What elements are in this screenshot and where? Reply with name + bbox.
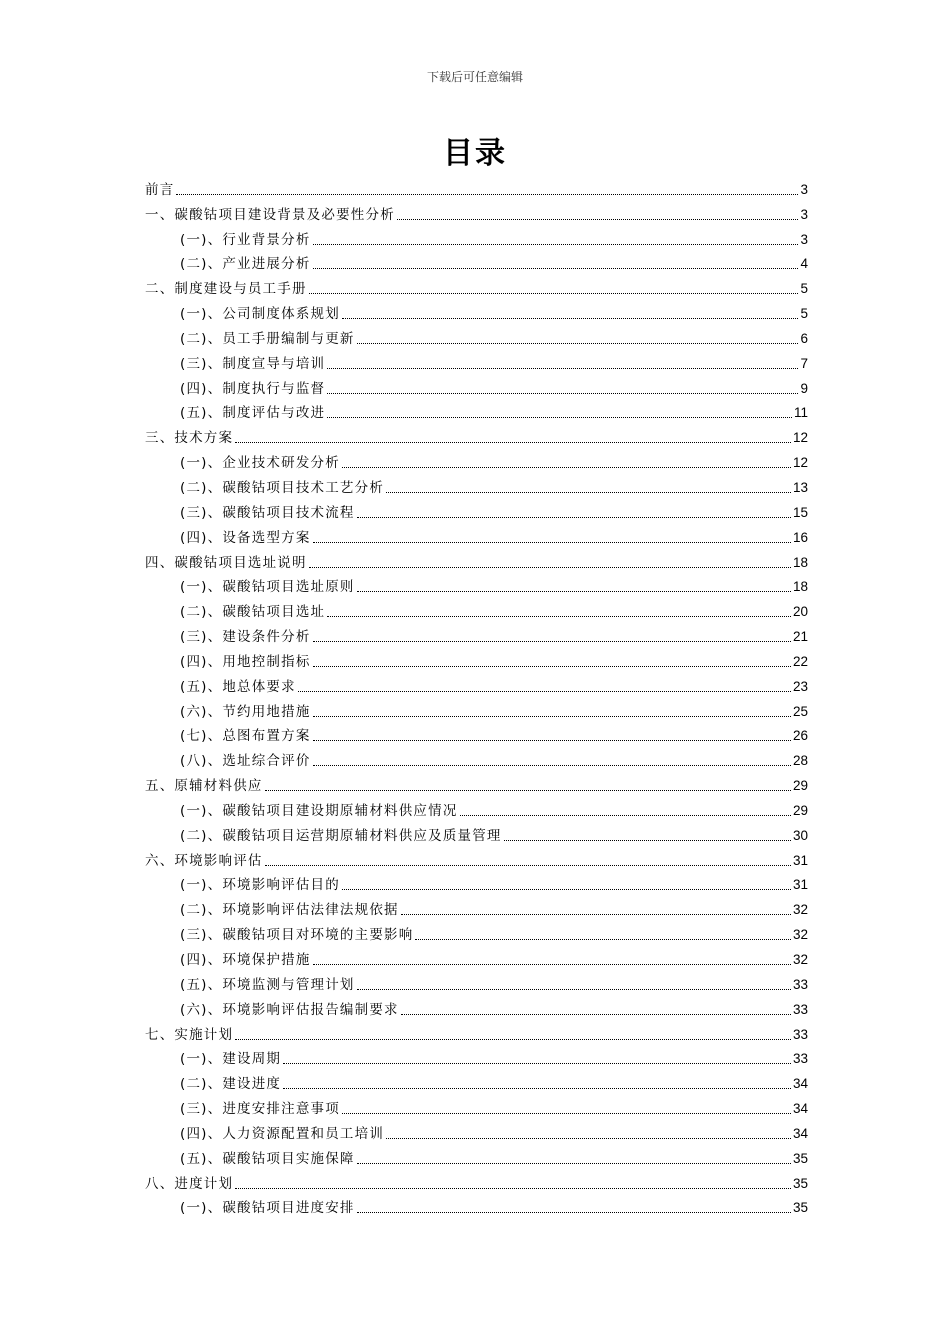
toc-leader-dots bbox=[265, 790, 791, 791]
toc-entry[interactable] bbox=[145, 224, 808, 249]
toc-leader-dots bbox=[357, 591, 791, 592]
toc-entry[interactable] bbox=[145, 447, 808, 472]
toc-entry-label: 七、实施计划 bbox=[145, 1026, 234, 1043]
toc-entry[interactable] bbox=[145, 572, 808, 597]
toc-leader-dots bbox=[386, 492, 791, 493]
toc-entry-label: (一)、碳酸钴项目进度安排 bbox=[180, 1200, 355, 1217]
toc-entry-page: 18 bbox=[792, 579, 808, 595]
toc-leader-dots bbox=[401, 1014, 791, 1015]
toc-entry-label: 前言 bbox=[145, 181, 175, 198]
toc-entry-label: (三)、碳酸钴项目技术流程 bbox=[180, 504, 355, 521]
toc-entry-page: 23 bbox=[792, 678, 808, 694]
toc-entry-page: 32 bbox=[792, 952, 808, 967]
toc-entry-label: (一)、公司制度体系规划 bbox=[180, 306, 340, 323]
toc-entry-page: 31 bbox=[792, 877, 808, 893]
toc-leader-dots bbox=[327, 417, 792, 418]
toc-entry[interactable] bbox=[145, 770, 808, 795]
toc-entry-page: 33 bbox=[792, 1051, 808, 1067]
toc-entry-page: 33 bbox=[792, 976, 808, 992]
toc-entry-label: (六)、环境影响评估报告编制要求 bbox=[180, 1001, 399, 1018]
toc-entry-label: (一)、企业技术研发分析 bbox=[180, 455, 340, 472]
toc-entry-page: 30 bbox=[792, 827, 808, 843]
toc-entry-page: 5 bbox=[800, 281, 808, 297]
table-of-contents bbox=[145, 174, 808, 1217]
toc-leader-dots bbox=[357, 343, 799, 344]
toc-leader-dots bbox=[313, 964, 791, 965]
toc-entry[interactable] bbox=[145, 795, 808, 820]
toc-entry[interactable] bbox=[145, 348, 808, 373]
toc-entry[interactable] bbox=[145, 1019, 808, 1044]
toc-leader-dots bbox=[265, 865, 791, 866]
toc-entry-label: (四)、人力资源配置和员工培训 bbox=[180, 1125, 385, 1142]
toc-entry[interactable] bbox=[145, 522, 808, 547]
toc-entry-label: (五)、制度评估与改进 bbox=[180, 405, 326, 422]
toc-leader-dots bbox=[327, 616, 791, 617]
toc-leader-dots bbox=[313, 740, 791, 741]
toc-entry-label: (二)、环境影响评估法律法规依据 bbox=[180, 902, 399, 919]
toc-entry-page: 5 bbox=[800, 306, 808, 322]
toc-leader-dots bbox=[327, 368, 798, 369]
toc-entry[interactable] bbox=[145, 919, 808, 944]
header-note: 下载后可任意编辑 bbox=[426, 70, 523, 84]
toc-leader-dots bbox=[357, 1163, 791, 1164]
toc-entry-page: 16 bbox=[792, 529, 808, 545]
toc-entry-label: (二)、碳酸钴项目技术工艺分析 bbox=[180, 479, 385, 496]
toc-entry-page: 9 bbox=[800, 380, 808, 396]
toc-entry[interactable] bbox=[145, 298, 808, 323]
toc-leader-dots bbox=[235, 1188, 791, 1189]
toc-leader-dots bbox=[342, 318, 799, 319]
toc-entry[interactable] bbox=[145, 1168, 808, 1193]
toc-entry-page: 13 bbox=[792, 479, 808, 495]
toc-leader-dots bbox=[401, 914, 791, 915]
toc-entry-page: 34 bbox=[792, 1076, 808, 1092]
toc-entry-page: 22 bbox=[792, 653, 808, 669]
toc-entry[interactable] bbox=[145, 671, 808, 696]
toc-entry-page: 28 bbox=[792, 753, 808, 769]
toc-leader-dots bbox=[235, 442, 791, 443]
toc-entry-page: 3 bbox=[800, 231, 808, 247]
toc-entry-page: 21 bbox=[792, 629, 808, 645]
toc-leader-dots bbox=[283, 1088, 791, 1089]
toc-entry-label: (三)、制度宣导与培训 bbox=[180, 355, 326, 372]
toc-entry-label: (一)、碳酸钴项目建设期原辅材料供应情况 bbox=[180, 802, 458, 819]
toc-entry-page: 35 bbox=[792, 1150, 808, 1166]
toc-leader-dots bbox=[313, 666, 791, 667]
toc-entry-label: (三)、建设条件分析 bbox=[180, 629, 311, 646]
toc-entry-page: 32 bbox=[792, 902, 808, 918]
toc-entry[interactable] bbox=[145, 199, 808, 224]
toc-entry-page: 12 bbox=[792, 455, 808, 471]
toc-entry[interactable] bbox=[145, 745, 808, 770]
toc-leader-dots bbox=[235, 1039, 791, 1040]
toc-entry[interactable] bbox=[145, 323, 808, 348]
toc-leader-dots bbox=[313, 641, 791, 642]
toc-entry[interactable] bbox=[145, 969, 808, 994]
toc-entry-label: (六)、节约用地措施 bbox=[180, 703, 311, 720]
toc-leader-dots bbox=[313, 716, 791, 717]
toc-entry-label: (八)、选址综合评价 bbox=[180, 753, 311, 770]
toc-entry-page: 34 bbox=[792, 1101, 808, 1117]
toc-entry-label: 二、制度建设与员工手册 bbox=[145, 281, 307, 298]
toc-entry[interactable] bbox=[145, 721, 808, 746]
toc-entry[interactable] bbox=[145, 174, 808, 199]
toc-entry-label: (一)、环境影响评估目的 bbox=[180, 877, 340, 894]
toc-leader-dots bbox=[342, 467, 791, 468]
toc-entry-label: (二)、员工手册编制与更新 bbox=[180, 330, 355, 347]
toc-entry-page: 33 bbox=[792, 1001, 808, 1017]
toc-entry-page: 29 bbox=[792, 778, 808, 794]
toc-entry[interactable] bbox=[145, 249, 808, 274]
toc-leader-dots bbox=[357, 1212, 791, 1213]
toc-leader-dots bbox=[313, 244, 799, 245]
toc-entry-page: 15 bbox=[792, 504, 808, 520]
toc-leader-dots bbox=[313, 542, 791, 543]
toc-entry-page: 33 bbox=[792, 1026, 808, 1042]
toc-entry[interactable] bbox=[145, 497, 808, 522]
toc-entry-label: (三)、进度安排注意事项 bbox=[180, 1101, 340, 1118]
toc-entry-label: 六、环境影响评估 bbox=[145, 852, 263, 869]
toc-leader-dots bbox=[298, 691, 791, 692]
toc-entry-page: 3 bbox=[800, 181, 808, 197]
toc-entry-label: (四)、用地控制指标 bbox=[180, 653, 311, 670]
toc-entry-label: (一)、建设周期 bbox=[180, 1051, 282, 1068]
toc-entry-label: (二)、产业进展分析 bbox=[180, 256, 311, 273]
toc-leader-dots bbox=[504, 840, 791, 841]
toc-entry[interactable] bbox=[145, 894, 808, 919]
toc-entry[interactable] bbox=[145, 1118, 808, 1143]
toc-entry-label: (四)、设备选型方案 bbox=[180, 529, 311, 546]
toc-entry-label: (五)、地总体要求 bbox=[180, 678, 296, 695]
toc-entry-label: 三、技术方案 bbox=[145, 430, 234, 447]
toc-entry[interactable] bbox=[145, 1143, 808, 1168]
toc-entry-label: 四、碳酸钴项目选址说明 bbox=[145, 554, 307, 571]
toc-entry[interactable] bbox=[145, 398, 808, 423]
toc-entry-page: 6 bbox=[800, 330, 808, 346]
toc-entry[interactable] bbox=[145, 646, 808, 671]
toc-entry-page: 35 bbox=[792, 1175, 808, 1191]
toc-entry[interactable] bbox=[145, 547, 808, 572]
toc-leader-dots bbox=[386, 1138, 791, 1139]
toc-entry-label: (二)、建设进度 bbox=[180, 1076, 282, 1093]
toc-entry-label: (二)、碳酸钴项目运营期原辅材料供应及质量管理 bbox=[180, 827, 502, 844]
toc-entry[interactable] bbox=[145, 994, 808, 1019]
toc-entry-label: (一)、碳酸钴项目选址原则 bbox=[180, 579, 355, 596]
toc-entry[interactable] bbox=[145, 1093, 808, 1118]
toc-leader-dots bbox=[397, 219, 799, 220]
toc-entry-label: (四)、环境保护措施 bbox=[180, 952, 311, 968]
toc-entry[interactable] bbox=[145, 373, 808, 398]
toc-entry-page: 34 bbox=[792, 1125, 808, 1141]
toc-entry[interactable] bbox=[145, 696, 808, 721]
toc-leader-dots bbox=[313, 765, 791, 766]
toc-entry-page: 12 bbox=[792, 430, 808, 446]
toc-entry-label: 五、原辅材料供应 bbox=[145, 778, 263, 795]
toc-entry[interactable] bbox=[145, 944, 808, 969]
toc-entry-page: 31 bbox=[792, 852, 808, 868]
page-title: 目录 bbox=[443, 136, 507, 171]
toc-entry-label: 一、碳酸钴项目建设背景及必要性分析 bbox=[145, 206, 395, 223]
toc-leader-dots bbox=[342, 1113, 791, 1114]
toc-leader-dots bbox=[309, 567, 791, 568]
toc-entry-page: 26 bbox=[792, 728, 808, 744]
toc-entry-label: 八、进度计划 bbox=[145, 1175, 234, 1192]
toc-entry-label: (五)、环境监测与管理计划 bbox=[180, 976, 355, 993]
toc-entry-label: (一)、行业背景分析 bbox=[180, 231, 311, 248]
toc-leader-dots bbox=[357, 517, 791, 518]
toc-entry-page: 20 bbox=[792, 604, 808, 620]
toc-entry-page: 3 bbox=[800, 206, 808, 222]
toc-leader-dots bbox=[342, 889, 791, 890]
toc-leader-dots bbox=[283, 1063, 791, 1064]
toc-entry[interactable] bbox=[145, 1044, 808, 1069]
toc-entry-label: (五)、碳酸钴项目实施保障 bbox=[180, 1150, 355, 1167]
toc-entry-page: 32 bbox=[792, 927, 808, 943]
toc-leader-dots bbox=[460, 815, 791, 816]
toc-entry-label: (三)、碳酸钴项目对环境的主要影响 bbox=[180, 927, 414, 944]
toc-entry-label: (二)、碳酸钴项目选址 bbox=[180, 604, 326, 621]
toc-entry[interactable] bbox=[145, 1193, 808, 1218]
toc-leader-dots bbox=[327, 393, 798, 394]
toc-entry[interactable] bbox=[145, 596, 808, 621]
toc-entry-page: 4 bbox=[800, 256, 808, 272]
toc-entry[interactable] bbox=[145, 870, 808, 895]
toc-leader-dots bbox=[176, 194, 798, 195]
toc-entry[interactable] bbox=[145, 621, 808, 646]
toc-entry-page: 18 bbox=[792, 554, 808, 570]
toc-entry-label: (四)、制度执行与监督 bbox=[180, 380, 326, 397]
toc-entry[interactable] bbox=[145, 472, 808, 497]
toc-leader-dots bbox=[313, 268, 799, 269]
toc-leader-dots bbox=[309, 293, 799, 294]
toc-entry[interactable] bbox=[145, 1068, 808, 1093]
toc-entry-page: 11 bbox=[793, 405, 808, 421]
toc-entry[interactable] bbox=[145, 845, 808, 870]
toc-leader-dots bbox=[357, 989, 791, 990]
toc-entry-page: 29 bbox=[792, 802, 808, 818]
toc-entry[interactable] bbox=[145, 273, 808, 298]
toc-entry-label: (七)、总图布置方案 bbox=[180, 728, 311, 745]
toc-entry-page: 7 bbox=[800, 355, 808, 371]
toc-entry[interactable] bbox=[145, 820, 808, 845]
toc-entry[interactable] bbox=[145, 422, 808, 447]
toc-entry-page: 25 bbox=[792, 703, 808, 719]
toc-leader-dots bbox=[415, 939, 791, 940]
toc-entry-page: 35 bbox=[792, 1200, 808, 1216]
